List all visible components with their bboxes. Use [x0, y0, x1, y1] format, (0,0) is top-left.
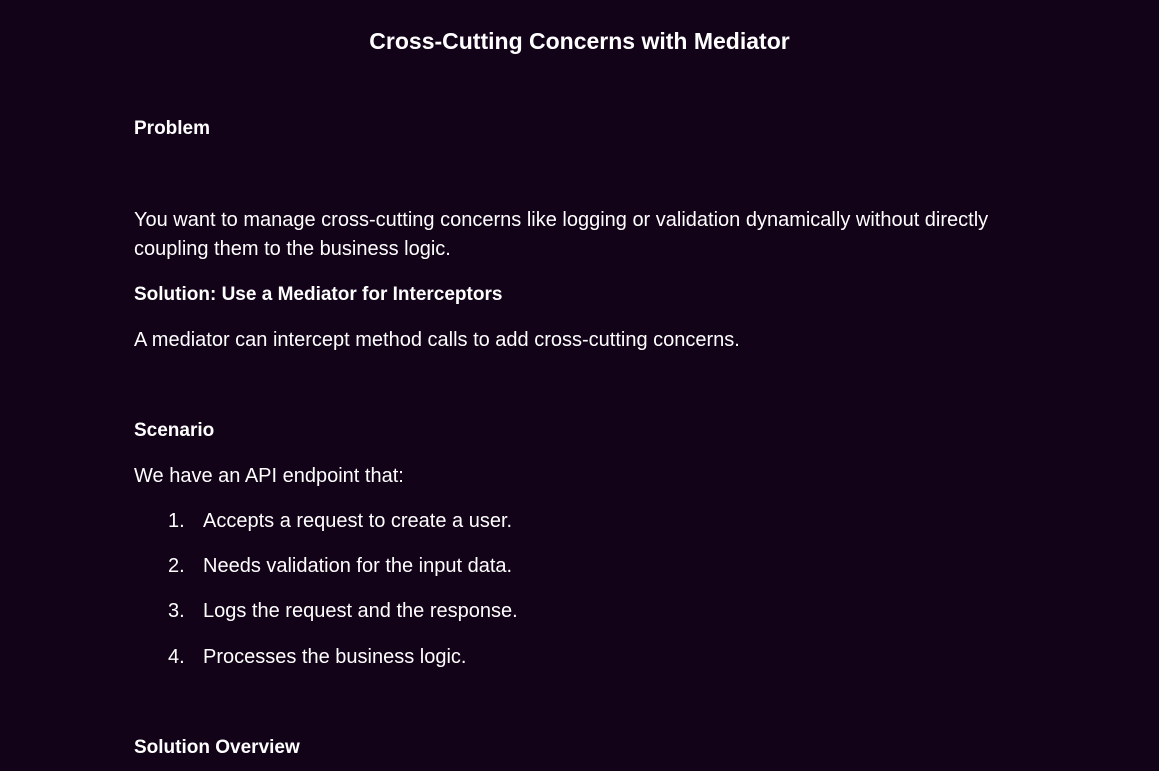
- list-number: 3.: [168, 600, 185, 622]
- list-number: 2.: [168, 555, 185, 577]
- problem-heading: Problem: [134, 118, 211, 139]
- list-item: [168, 600, 518, 623]
- list-text: Accepts a request to create a user.: [203, 510, 513, 532]
- solution-text: A mediator can intercept method calls to add cross-cutting concerns.: [134, 329, 740, 351]
- list-text: Logs the request and the response.: [203, 600, 518, 622]
- scenario-intro: We have an API endpoint that:: [134, 465, 404, 487]
- solution-heading: Solution: Use a Mediator for Interceptors: [134, 284, 503, 305]
- page-title: Cross-Cutting Concerns with Mediator: [369, 28, 790, 54]
- scenario-heading: Scenario: [134, 420, 215, 441]
- list-item: [168, 555, 512, 578]
- list-text: Processes the business logic.: [203, 646, 467, 668]
- list-item: [168, 646, 466, 669]
- solution-overview-heading: Solution Overview: [134, 737, 300, 758]
- list-item: [168, 510, 512, 533]
- list-number: 4.: [168, 646, 185, 668]
- list-text: Needs validation for the input data.: [203, 555, 513, 577]
- problem-text: You want to manage cross-cutting concerns like logging or validation dynamically without directly coupling them to the business logic.: [134, 209, 989, 260]
- list-number: 1.: [168, 510, 185, 532]
